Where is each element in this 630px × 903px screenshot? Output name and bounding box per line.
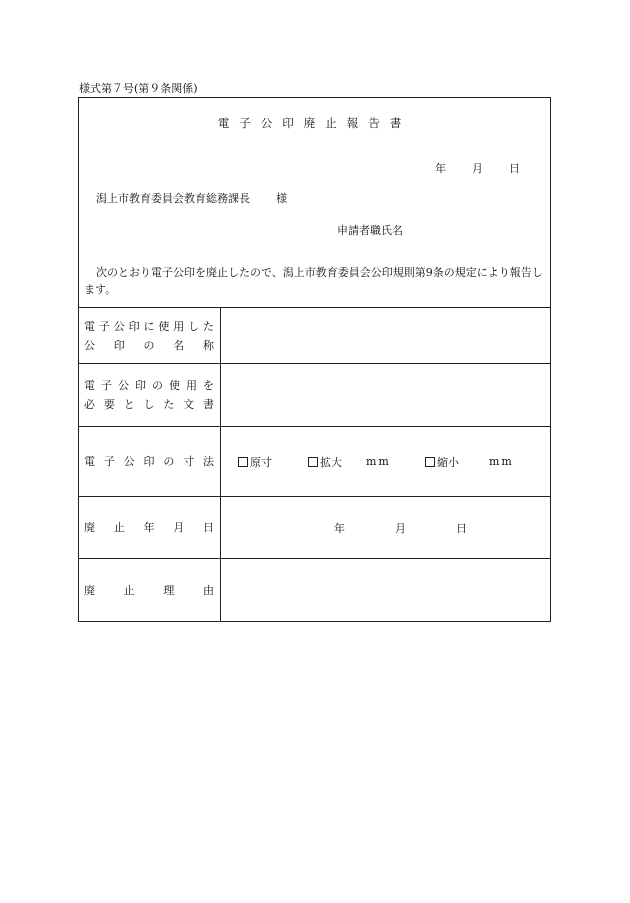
label-char: 使 [169,379,180,392]
size-option-reduce-label: 縮小 [437,455,459,469]
size-label-line1 [84,452,220,471]
abolish-date-label-line1 [84,518,220,537]
seal-name-label-line1 [84,317,220,336]
label-char: た [163,398,175,411]
reason-field[interactable] [221,559,550,622]
report-date [435,160,520,176]
label-char: 公 [118,379,129,392]
checkbox-icon[interactable] [238,457,248,467]
addressee: 潟上市教育委員会教育総務課長 [96,192,250,205]
label-char: 印 [143,455,155,468]
label-char: 要 [103,398,115,411]
label-char: 使 [158,319,170,333]
documents-label-line2 [84,395,220,414]
label-char: 印 [113,338,125,352]
seal-name-label-line2 [84,336,220,355]
documents-label-line1 [84,376,220,395]
reason-label-line1 [84,581,220,600]
label-char: に [143,319,155,333]
form-title: 電子公印廃止報告書 [217,116,412,130]
size-options [238,454,514,470]
label-char: 由 [202,584,214,597]
label-char: 電 [84,455,95,468]
label-char: 印 [135,379,146,392]
applicant-label: 申請者職氏名 [337,224,403,237]
honorific: 様 [276,192,287,205]
label-char: し [188,319,200,333]
documents-label [79,364,221,426]
size-option-enlarge-label: 拡大 [320,455,342,469]
label-char: 法 [202,455,214,468]
form-number-label: 様式第７号(第９条関係) [79,82,198,95]
label-char: 廃 [84,521,95,534]
size-label [79,427,221,496]
label-char: 寸 [183,455,195,468]
size-option-reduce[interactable] [425,454,514,470]
label-char: 印 [128,319,140,333]
label-char: 公 [113,319,125,333]
label-char: 公 [123,455,135,468]
label-char: 文 [183,398,195,411]
seal-name-label [79,308,221,363]
label-char: 称 [203,338,214,352]
label-char: 月 [173,521,185,534]
label-char: の [152,379,163,392]
date-year-unit: 年 [435,162,446,175]
abolish-date-label [79,497,221,558]
reason-label [79,559,221,622]
report-form [78,97,551,622]
date-day-unit: 日 [509,162,520,175]
size-option-original[interactable] [238,454,308,470]
row-abolish-date [79,496,550,558]
checkbox-icon[interactable] [425,457,435,467]
checkbox-icon[interactable] [308,457,318,467]
label-char: 年 [143,521,155,534]
label-char: 公 [84,338,95,352]
label-char: 子 [101,379,112,392]
label-char: 日 [203,521,214,534]
row-seal-name [79,307,550,363]
label-char: 必 [84,398,95,411]
abolish-month-unit: 月 [395,521,406,535]
abolish-date-field[interactable] [221,497,550,558]
label-char: 用 [186,379,197,392]
size-field [221,427,550,496]
label-char: 子 [103,455,115,468]
label-char: 用 [173,319,185,333]
reduce-unit: mm [489,455,514,468]
size-option-enlarge[interactable] [308,454,425,470]
row-size [79,426,550,496]
label-char: 書 [202,398,214,411]
abolish-date-units [334,520,467,536]
label-char: 理 [163,584,175,597]
label-char: 止 [113,521,125,534]
label-char: 子 [98,319,110,333]
size-option-original-label: 原寸 [250,455,272,469]
label-char: を [203,379,214,392]
label-char: 電 [84,379,95,392]
label-char: の [163,455,175,468]
label-char: 電 [84,319,95,333]
label-char: た [203,319,214,333]
documents-field[interactable] [221,364,550,426]
abolish-year-unit: 年 [334,521,345,535]
label-char: 止 [123,584,135,597]
enlarge-unit: mm [366,455,391,468]
abolish-day-unit: 日 [456,521,467,535]
row-reason [79,558,550,622]
label-char: の [143,338,155,352]
label-char: 名 [173,338,185,352]
label-char: 廃 [84,584,95,597]
body-text: 次のとおり電子公印を廃止したので、潟上市教育委員会公印規則第9条の規定により報告します。 [84,266,543,296]
addressee-line [96,190,287,206]
label-char: と [123,398,135,411]
seal-name-field[interactable] [221,308,550,363]
date-month-unit: 月 [472,162,483,175]
row-documents [79,363,550,426]
label-char: し [143,398,155,411]
